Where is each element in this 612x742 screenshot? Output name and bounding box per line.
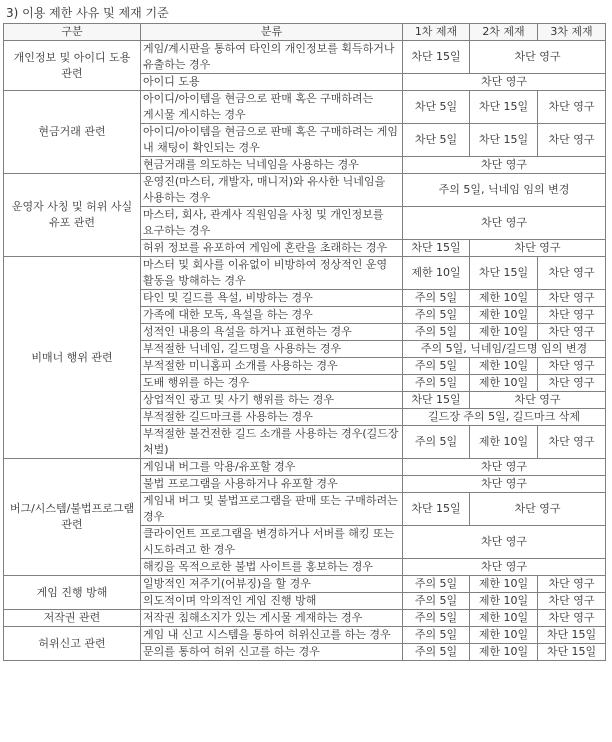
- sanction-cell: 차단 15일: [403, 41, 470, 74]
- sanction-cell: 주의 5일: [403, 610, 470, 627]
- table-header-row: [4, 24, 606, 41]
- sanction-cell: 제한 10일: [470, 324, 538, 341]
- category-cell: 게임 진행 방해: [4, 576, 141, 610]
- sanction-cell: 제한 10일: [470, 576, 538, 593]
- sanction-cell: 차단 15일: [538, 644, 606, 661]
- sanction-cell: 주의 5일, 닉네임 임의 변경: [403, 174, 606, 207]
- sanction-cell: 차단 영구: [538, 576, 606, 593]
- sanction-cell: 차단 15일: [403, 240, 470, 257]
- sanction-cell: 제한 10일: [470, 358, 538, 375]
- sanction-cell: 차단 영구: [403, 207, 606, 240]
- table-row: [4, 459, 606, 476]
- violation-description-cell: 해킹을 목적으로한 불법 사이트를 홍보하는 경우: [141, 559, 403, 576]
- sanction-cell: 차단 영구: [403, 157, 606, 174]
- violation-description-cell: 현금거래를 의도하는 닉네임을 사용하는 경우: [141, 157, 403, 174]
- sanction-cell: 주의 5일: [403, 627, 470, 644]
- sanction-cell: 차단 15일: [403, 493, 470, 526]
- sanction-cell: 차단 영구: [538, 290, 606, 307]
- sanction-cell: 차단 영구: [538, 610, 606, 627]
- category-cell: 허위신고 관련: [4, 627, 141, 661]
- sanction-table-container: [3, 23, 606, 661]
- violation-description-cell: 상업적인 광고 및 사기 행위를 하는 경우: [141, 392, 403, 409]
- violation-description-cell: 부적절한 닉네임, 길드명을 사용하는 경우: [141, 341, 403, 358]
- sanction-cell: 차단 15일: [403, 392, 470, 409]
- category-cell: 현금거래 관련: [4, 91, 141, 174]
- sanction-cell: 주의 5일: [403, 576, 470, 593]
- sanction-cell: 차단 영구: [403, 526, 606, 559]
- sanction-cell: 차단 영구: [470, 41, 606, 74]
- sanction-cell: 차단 영구: [538, 324, 606, 341]
- category-cell: 저작권 관련: [4, 610, 141, 627]
- violation-description-cell: 저작권 침해소지가 있는 게시물 게재하는 경우: [141, 610, 403, 627]
- violation-description-cell: 게임내 버그를 악용/유포할 경우: [141, 459, 403, 476]
- sanction-cell: 차단 5일: [403, 124, 470, 157]
- sanction-cell: 차단 영구: [538, 358, 606, 375]
- sanction-cell: 주의 5일: [403, 426, 470, 459]
- violation-description-cell: 부적절한 미니홈피 소개를 사용하는 경우: [141, 358, 403, 375]
- violation-description-cell: 타인 및 길드를 욕설, 비방하는 경우: [141, 290, 403, 307]
- violation-description-cell: 허위 정보를 유포하여 게임에 혼란을 초래하는 경우: [141, 240, 403, 257]
- sanction-cell: 제한 10일: [403, 257, 470, 290]
- sanction-cell: 차단 영구: [538, 593, 606, 610]
- violation-description-cell: 일방적인 져주기(어뷰징)을 할 경우: [141, 576, 403, 593]
- sanction-cell: 차단 영구: [538, 91, 606, 124]
- violation-description-cell: 부적절한 길드마크를 사용하는 경우: [141, 409, 403, 426]
- violation-description-cell: 도배 행위를 하는 경우: [141, 375, 403, 392]
- sanction-cell: 차단 15일: [470, 257, 538, 290]
- sanction-cell: 주의 5일: [403, 358, 470, 375]
- sanction-cell: 차단 영구: [538, 375, 606, 392]
- violation-description-cell: 아이디/아이템을 현금으로 판매 혹은 구매하려는 게임 내 채팅이 확인되는 경우: [141, 124, 403, 157]
- header-category: 구분: [4, 24, 141, 41]
- violation-description-cell: 게임내 버그 및 불법프로그램을 판매 또는 구매하려는 경우: [141, 493, 403, 526]
- table-row: [4, 91, 606, 124]
- sanction-cell: 주의 5일: [403, 290, 470, 307]
- violation-description-cell: 성적인 내용의 욕설을 하거나 표현하는 경우: [141, 324, 403, 341]
- violation-description-cell: 부적절한 불건전한 길드 소개를 사용하는 경우(길드장 처벌): [141, 426, 403, 459]
- sanction-cell: 제한 10일: [470, 375, 538, 392]
- header-third-sanction: 3차 제재: [538, 24, 606, 41]
- violation-description-cell: 아이디/아이템을 현금으로 판매 혹은 구매하려는 게시물 게시하는 경우: [141, 91, 403, 124]
- violation-description-cell: 불법 프로그램을 사용하거나 유포할 경우: [141, 476, 403, 493]
- sanction-table: [3, 23, 606, 661]
- sanction-cell: 주의 5일: [403, 644, 470, 661]
- table-row: [4, 257, 606, 290]
- violation-description-cell: 아이디 도용: [141, 74, 403, 91]
- sanction-cell: 주의 5일: [403, 324, 470, 341]
- violation-description-cell: 의도적이며 악의적인 게임 진행 방해: [141, 593, 403, 610]
- violation-description-cell: 운영진(마스터, 개발자, 매니저)와 유사한 닉네임을 사용하는 경우: [141, 174, 403, 207]
- sanction-cell: 차단 영구: [538, 426, 606, 459]
- violation-description-cell: 클라이언트 프로그램을 변경하거나 서버를 해킹 또는 시도하려고 한 경우: [141, 526, 403, 559]
- sanction-cell: 주의 5일: [403, 307, 470, 324]
- sanction-table-body: [4, 24, 606, 661]
- table-row: [4, 610, 606, 627]
- sanction-cell: 차단 영구: [403, 74, 606, 91]
- sanction-cell: 차단 15일: [470, 124, 538, 157]
- sanction-cell: 제한 10일: [470, 627, 538, 644]
- violation-description-cell: 마스터, 회사, 관계사 직원임을 사칭 및 개인정보를 요구하는 경우: [141, 207, 403, 240]
- sanction-cell: 제한 10일: [470, 593, 538, 610]
- table-row: [4, 174, 606, 207]
- category-cell: 운영자 사칭 및 허위 사실 유포 관련: [4, 174, 141, 257]
- header-first-sanction: 1차 제재: [403, 24, 470, 41]
- violation-description-cell: 게임 내 신고 시스템을 통하여 허위신고를 하는 경우: [141, 627, 403, 644]
- sanction-cell: 차단 영구: [403, 476, 606, 493]
- category-cell: 비매너 행위 관련: [4, 257, 141, 459]
- sanction-cell: 길드장 주의 5일, 길드마크 삭제: [403, 409, 606, 426]
- header-second-sanction: 2차 제재: [470, 24, 538, 41]
- table-row: [4, 576, 606, 593]
- sanction-cell: 제한 10일: [470, 290, 538, 307]
- sanction-cell: 차단 영구: [538, 307, 606, 324]
- sanction-cell: 차단 영구: [403, 559, 606, 576]
- sanction-cell: 주의 5일: [403, 375, 470, 392]
- sanction-cell: 주의 5일: [403, 593, 470, 610]
- sanction-cell: 차단 영구: [403, 459, 606, 476]
- sanction-cell: 제한 10일: [470, 610, 538, 627]
- sanction-cell: 제한 10일: [470, 426, 538, 459]
- violation-description-cell: 게임/계시판을 통하여 타인의 개인정보를 획득하거나 유출하는 경우: [141, 41, 403, 74]
- category-cell: 버그/시스템/불법프로그램 관련: [4, 459, 141, 576]
- header-classification: 분류: [141, 24, 403, 41]
- violation-description-cell: 문의를 통하여 허위 신고를 하는 경우: [141, 644, 403, 661]
- sanction-cell: 제한 10일: [470, 644, 538, 661]
- sanction-cell: 차단 영구: [470, 240, 606, 257]
- sanction-cell: 제한 10일: [470, 307, 538, 324]
- category-cell: 개인정보 및 아이디 도용 관련: [4, 41, 141, 91]
- sanction-cell: 주의 5일, 닉네임/길드명 임의 변경: [403, 341, 606, 358]
- sanction-cell: 차단 15일: [470, 91, 538, 124]
- sanction-cell: 차단 영구: [538, 124, 606, 157]
- page-title: 3) 이용 제한 사유 및 제재 기준: [6, 6, 169, 20]
- sanction-cell: 차단 15일: [538, 627, 606, 644]
- sanction-cell: 차단 영구: [538, 257, 606, 290]
- table-row: [4, 627, 606, 644]
- table-row: [4, 41, 606, 74]
- sanction-cell: 차단 5일: [403, 91, 470, 124]
- violation-description-cell: 마스터 및 회사를 이유없이 비방하여 정상적인 운영 활동을 방해하는 경우: [141, 257, 403, 290]
- sanction-cell: 차단 영구: [470, 493, 606, 526]
- sanction-cell: 차단 영구: [470, 392, 606, 409]
- violation-description-cell: 가족에 대한 모독, 욕설을 하는 경우: [141, 307, 403, 324]
